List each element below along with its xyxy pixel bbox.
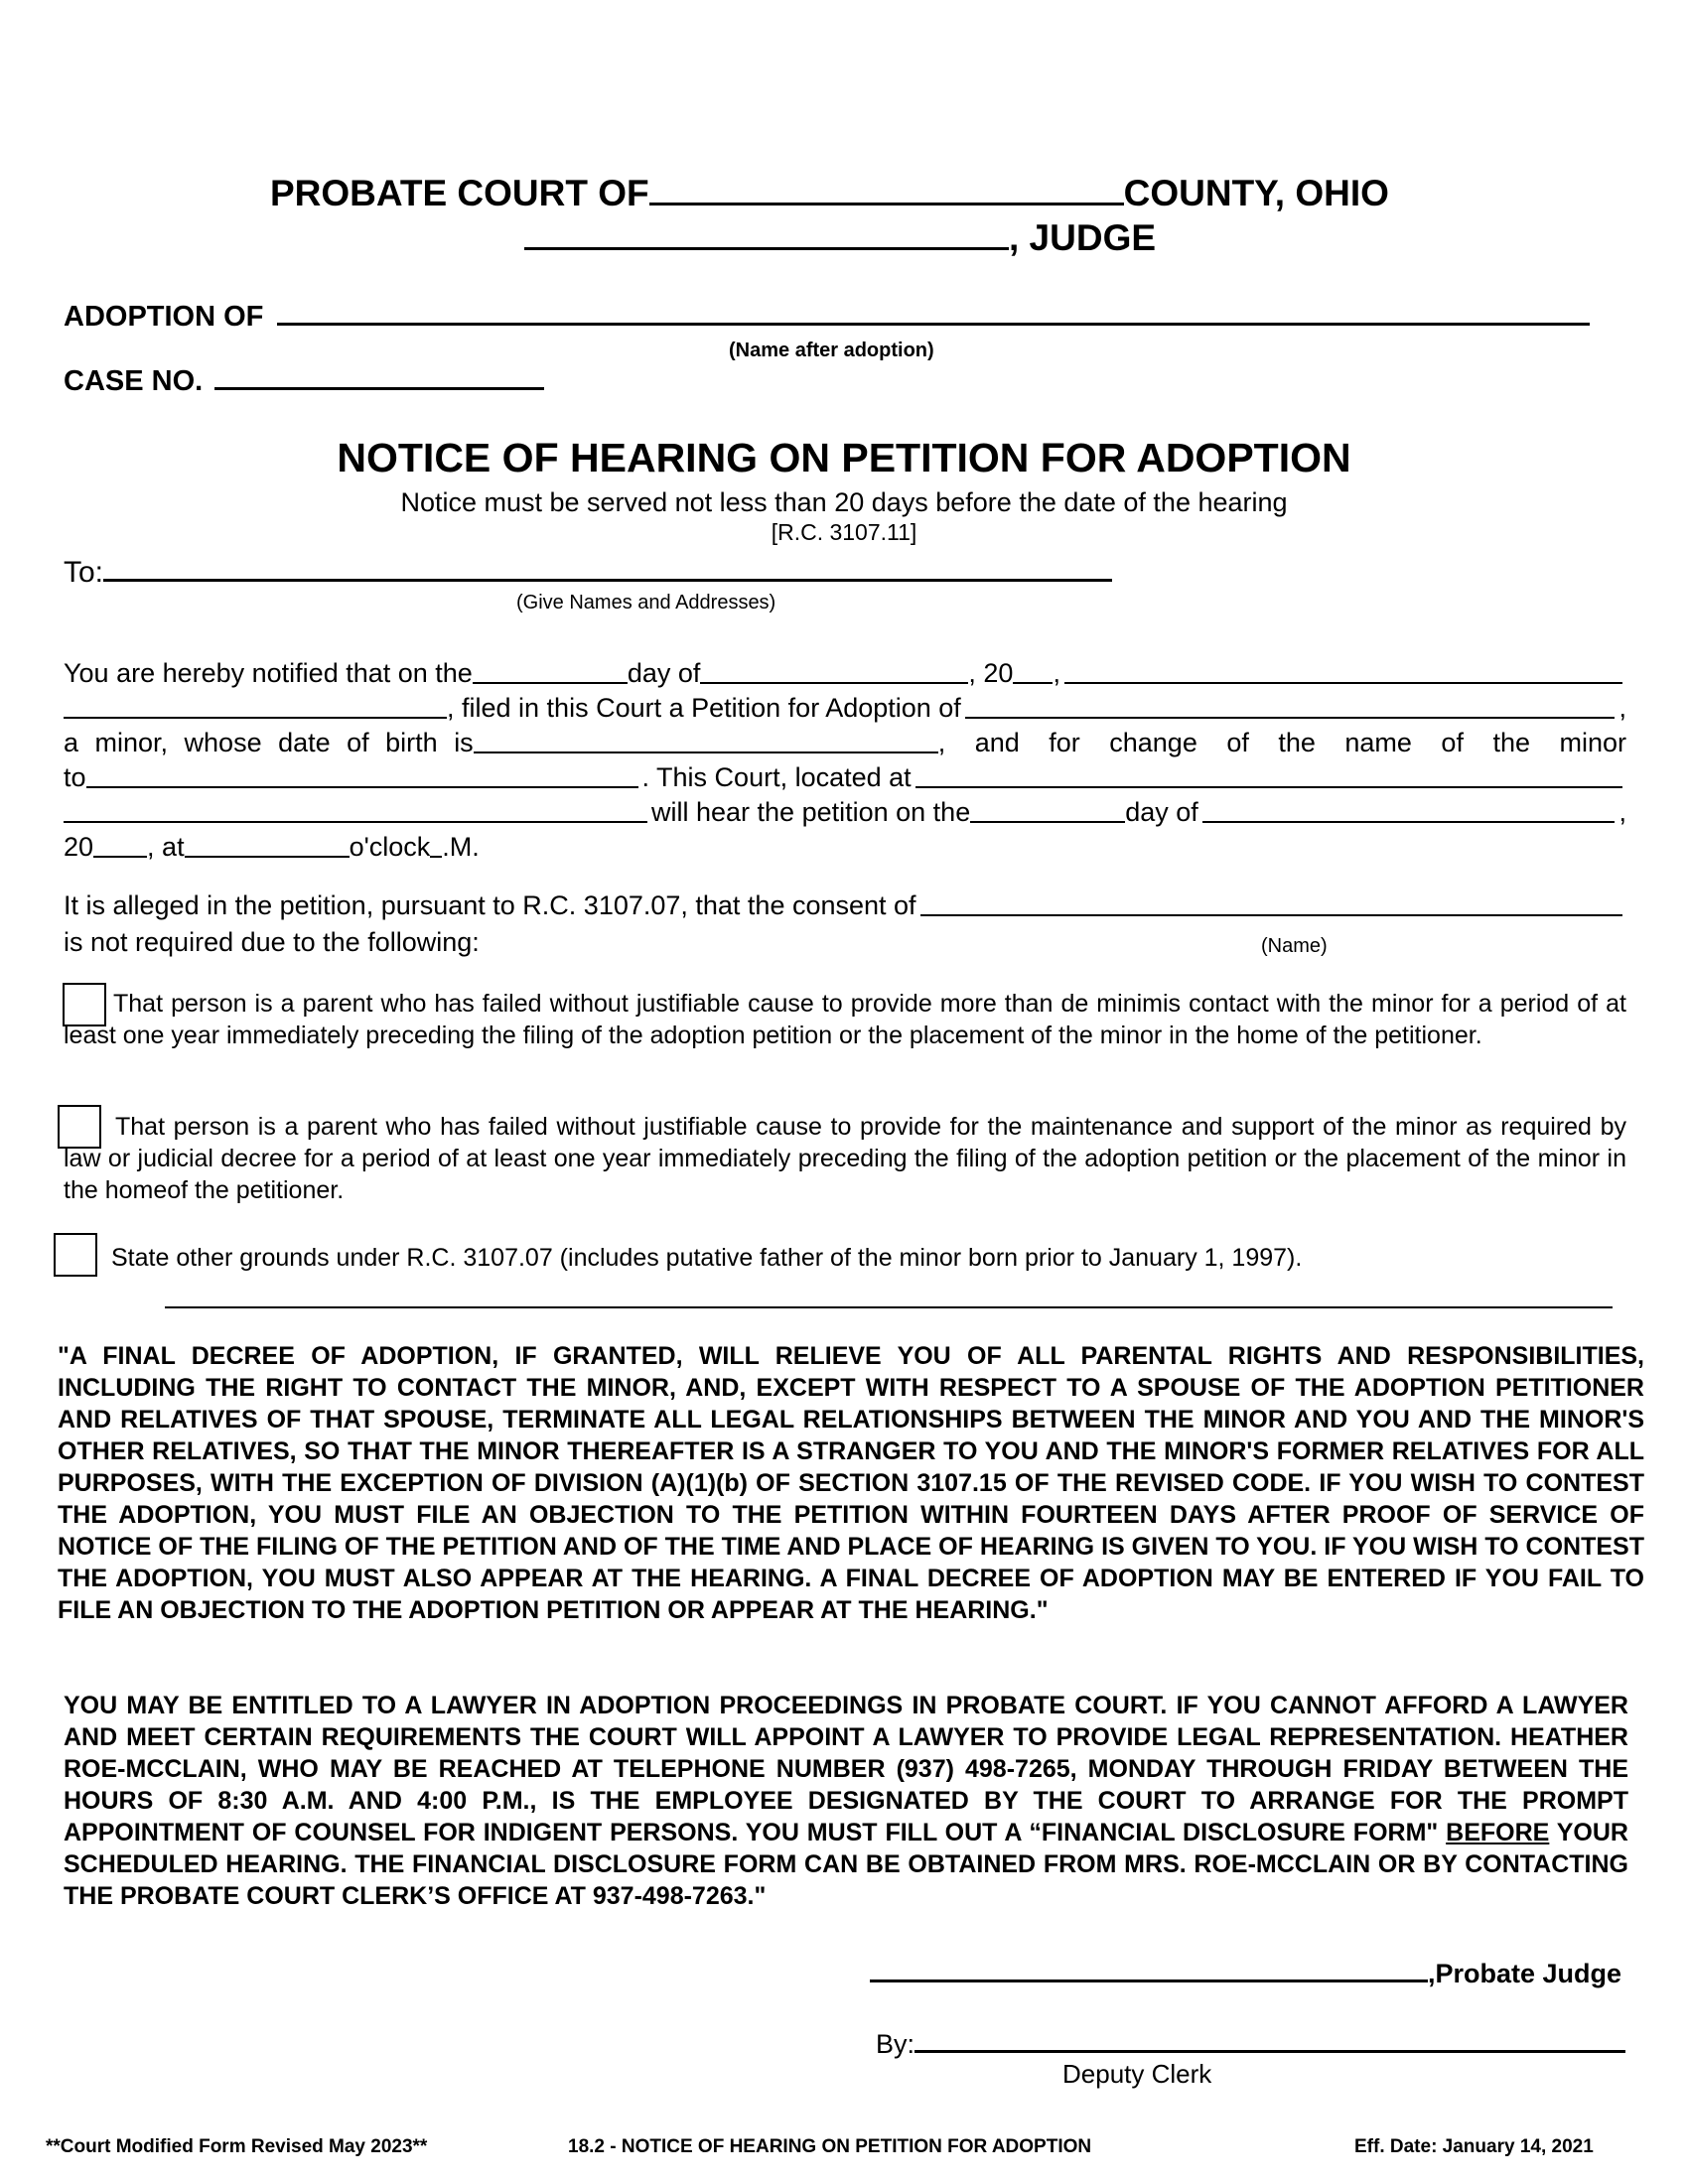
notice-text: 20 [64,832,94,862]
to-label: To: [64,556,104,589]
new-name-field[interactable] [86,786,638,788]
court-location-continued-field[interactable] [64,821,647,823]
notice-text: You are hereby notified that on the [64,658,473,688]
deputy-signature-field[interactable] [914,2050,1625,2053]
notice-text: . This Court, located at [641,762,912,792]
recipient-field[interactable] [103,579,1112,582]
petitioner-continued-field[interactable] [64,717,447,719]
notice-text: will hear the petition on the [651,797,971,827]
court-location-field[interactable] [915,786,1622,788]
statute-reference: [R.C. 3107.11] [771,519,917,545]
notice-line-6 [64,829,480,863]
court-suffix: COUNTY, OHIO [1123,173,1389,213]
consent-text: It is alleged in the petition, pursuant to R.C. 3107.07, that the consent of [64,890,916,920]
recipient-hint: (Give Names and Addresses) [516,592,776,614]
lawyer-notice-text: YOU MAY BE ENTITLED TO A LAWYER IN ADOPTION PROCEEDINGS IN PROBATE COURT. IF YOU CANNOT AFFORD A LAWYER AND MEET CERTAIN REQUIREMENTS THE COURT WILL APPOINT A LAWYER TO PROVIDE LEGAL REPRESENTATION. HEATHER ROE-MCCLAIN, WHO MAY BE REACHED AT TELEPHONE NUMBER (937) 498-7265, MONDAY THROUGH FRIDAY BETWEEN THE HOURS OF 8:30 A.M. AND 4:00 P.M., IS THE EMPLOYEE DESIGNATED BY THE COURT TO ARRANGE FOR THE PROMPT APPOINTMENT OF COUNSEL FOR INDIGENT PERSONS. YOU MUST FILL OUT A “FINANCIAL DISCLOSURE FORM" [64,1692,1628,1846]
petitioner-name-field[interactable] [1064,682,1622,684]
consent-line-1 [64,887,1626,921]
adoption-of-row [64,301,1590,334]
notice-text: day of [1125,797,1198,827]
notice-text: .M. [442,832,480,862]
option-3-checkbox[interactable] [54,1233,97,1277]
case-no-row [64,365,544,398]
adoption-name-field[interactable] [277,323,1590,326]
notice-text: day of [627,658,701,688]
probate-judge-label: ,Probate Judge [1428,1959,1622,1988]
consent-name-hint: (Name) [1261,935,1328,957]
notice-text: to [64,762,86,792]
hearing-month-field[interactable] [1202,821,1616,823]
option-2-text: That person is a parent who has failed without justifiable cause to provide for the maintenance and support of the minor as required by law or judicial decree for a period of at least one year immediately preceding the filing of the adoption petition or the placement of the minor in the homeof the petitioner. [64,1113,1626,1204]
name-after-adoption-hint: (Name after adoption) [729,340,934,361]
notice-text: o'clock [349,832,431,862]
notice-text: , 20 [968,658,1014,688]
judge-heading [524,217,1156,259]
lawyer-notice-text-end: YOUR SCHEDULED HEARING. THE FINANCIAL DISCLOSURE FORM CAN BE OBTAINED FROM MRS. ROE-MCCLAIN OR BY CONTACTING THE PROBATE COURT CLERK’S OFFICE AT 937-498-7263." [64,1819,1628,1910]
judge-suffix: , JUDGE [1009,217,1157,258]
lawyer-notice [64,1690,1628,1912]
by-label: By: [876,2029,915,2059]
case-no-label: CASE NO. [64,365,204,397]
footer-effective-date: Eff. Date: January 14, 2021 [1354,2136,1594,2157]
option-3-text: State other grounds under R.C. 3107.07 (includes putative father of the minor born prior to January 1, 1997). [111,1244,1303,1272]
notice-line-3 [64,725,1626,758]
notice-text: , and for change of the name of the minor [937,728,1626,757]
minor-name-field[interactable] [965,717,1616,719]
county-field[interactable] [649,203,1124,205]
notice-line-1 [64,655,1626,689]
notice-text: , [1053,658,1060,688]
birth-date-field[interactable] [474,751,938,753]
page-subtitle: Notice must be served not less than 20 days before the date of the hearing [400,487,1288,517]
before-emphasis: BEFORE [1446,1819,1550,1846]
judge-signature-field[interactable] [870,1979,1428,1982]
court-heading [270,173,1389,214]
footer-form-title: 18.2 - NOTICE OF HEARING ON PETITION FOR ADOPTION [568,2136,1092,2157]
notice-line-4 [64,759,1626,793]
option-1-text: That person is a parent who has failed without justifiable cause to provide more than de minimis contact with the minor for a period of at least one year immediately preceding the filing of the adoption petition or the placement of the minor in the home of the petitioner. [64,990,1626,1049]
notice-text: , [1618,693,1626,723]
notice-text: , [1618,797,1626,827]
section-divider [165,1306,1613,1308]
consent-line-2: is not required due to the following: [64,927,480,957]
judge-name-field[interactable] [524,247,1009,250]
footer-revision: **Court Modified Form Revised May 2023** [46,2136,428,2157]
filed-year-field[interactable] [1013,682,1053,684]
court-prefix: PROBATE COURT OF [270,173,649,213]
by-row [876,2029,1625,2060]
hearing-year-field[interactable] [93,856,147,858]
filed-day-field[interactable] [473,682,628,684]
hearing-day-field[interactable] [970,821,1125,823]
page-title: NOTICE OF HEARING ON PETITION FOR ADOPTION [337,435,1351,480]
notice-text: a minor, whose date of birth is [64,728,474,757]
hearing-time-field[interactable] [185,856,350,858]
am-pm-field[interactable] [430,856,442,858]
notice-line-2 [64,690,1626,724]
adoption-warning: "A FINAL DECREE OF ADOPTION, IF GRANTED, WILL RELIEVE YOU OF ALL PARENTAL RIGHTS AND RESPONSIBILITIES, INCLUDING THE RIGHT TO CONTACT THE MINOR, AND, EXCEPT WITH RESPECT TO A SPOUSE OF THE ADOPTION PETITIONER AND RELATIVES OF THAT SPOUSE, TERMINATE ALL LEGAL RELATIONSHIPS BETWEEN THE MINOR AND YOU AND THE MINOR'S OTHER RELATIVES, SO THAT THE MINOR THEREAFTER IS A STRANGER TO YOU AND THE MINOR'S FORMER RELATIVES FOR ALL PURPOSES, WITH THE EXCEPTION OF DIVISION (A)(1)(b) OF SECTION 3107.15 OF THE REVISED CODE. IF YOU WISH TO CONTEST THE ADOPTION, YOU MUST FILE AN OBJECTION TO THE PETITION WITHIN FOURTEEN DAYS AFTER PROOF OF SERVICE OF NOTICE OF THE FILING OF THE PETITION AND OF THE TIME AND PLACE OF HEARING IS GIVEN TO YOU. IF YOU WISH TO CONTEST THE ADOPTION, YOU MUST ALSO APPEAR AT THE HEARING. A FINAL DECREE OF ADOPTION MAY BE ENTERED IF YOU FAIL TO FILE AN OBJECTION TO THE ADOPTION PETITION OR APPEAR AT THE HEARING." [58,1342,1644,1624]
deputy-clerk-label: Deputy Clerk [1062,2059,1212,2089]
filed-month-field[interactable] [700,682,968,684]
notice-text: , filed in this Court a Petition for Adoption of [447,693,961,723]
notice-text: , at [147,832,185,862]
judge-signature-row [870,1959,1621,1989]
consent-person-field[interactable] [920,914,1622,916]
adoption-of-label: ADOPTION OF [64,301,264,333]
notice-line-5 [64,794,1626,828]
case-no-field[interactable] [214,387,544,390]
to-row [64,556,1112,590]
